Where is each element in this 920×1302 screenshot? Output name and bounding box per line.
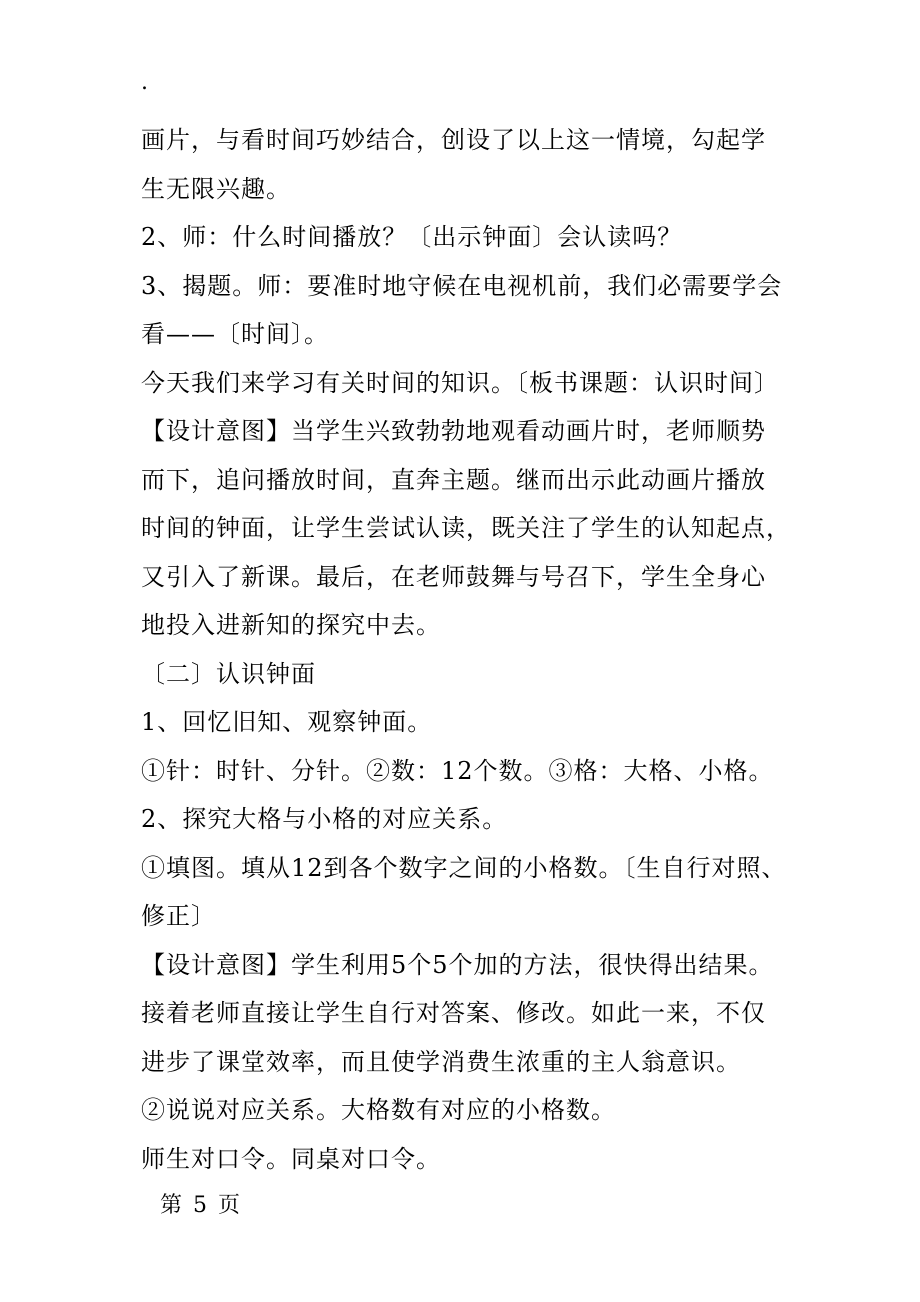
text-line: 【设计意图】学生利用5个5个加的方法，很快得出结果。 bbox=[141, 950, 774, 979]
text-line: 1、回忆旧知、观察钟面。 bbox=[141, 708, 433, 736]
text-line: 【设计意图】当学生兴致勃勃地观看动画片时，老师顺势 bbox=[141, 417, 766, 445]
text-line: 师生对口令。同桌对口令。 bbox=[141, 1144, 441, 1173]
text-line: 2、探究大格与小格的对应关系。 bbox=[141, 805, 508, 833]
text-line: 看——〔时间〕。 bbox=[141, 320, 329, 348]
text-line: 生无限兴趣。 bbox=[141, 174, 291, 203]
section-heading: 〔二〕认识钟面 bbox=[141, 659, 316, 688]
text-line: 修正〕 bbox=[141, 902, 216, 930]
text-line: 2、师：什么时间播放？〔出示钟面〕会认读吗？ bbox=[141, 223, 683, 251]
header-mark: . bbox=[141, 70, 148, 95]
text-line: 地投入进新知的探究中去。 bbox=[141, 611, 441, 639]
text-line: 又引入了新课。最后，在老师鼓舞与号召下，学生全身心 bbox=[141, 562, 766, 591]
text-line: 接着老师直接让学生自行对答案、修改。如此一来，不仅 bbox=[141, 999, 766, 1027]
text-line: ①填图。填从12到各个数字之间的小格数。〔生自行对照、 bbox=[141, 853, 787, 882]
text-line: 画片，与看时间巧妙结合，创设了以上这一情境，勾起学 bbox=[141, 126, 766, 154]
document-body bbox=[141, 116, 791, 1183]
text-line: 时间的钟面，让学生尝试认读，既关注了学生的认知起点， bbox=[141, 514, 791, 542]
text-line: ①针：时针、分针。②数：12个数。③格：大格、小格。 bbox=[141, 756, 774, 785]
text-line: 而下，追问播放时间，直奔主题。继而出示此动画片播放 bbox=[141, 465, 766, 494]
text-line: 3、揭题。师：要准时地守候在电视机前，我们必需要学会 bbox=[141, 271, 783, 300]
text-line: 今天我们来学习有关时间的知识。〔板书课题：认识时间〕 bbox=[141, 368, 779, 397]
text-line: ②说说对应关系。大格数有对应的小格数。 bbox=[141, 1096, 616, 1124]
text-line: 进步了课堂效率，而且使学消费生浓重的主人翁意识。 bbox=[141, 1047, 741, 1076]
page-number: 第 5 页 bbox=[160, 1193, 242, 1218]
